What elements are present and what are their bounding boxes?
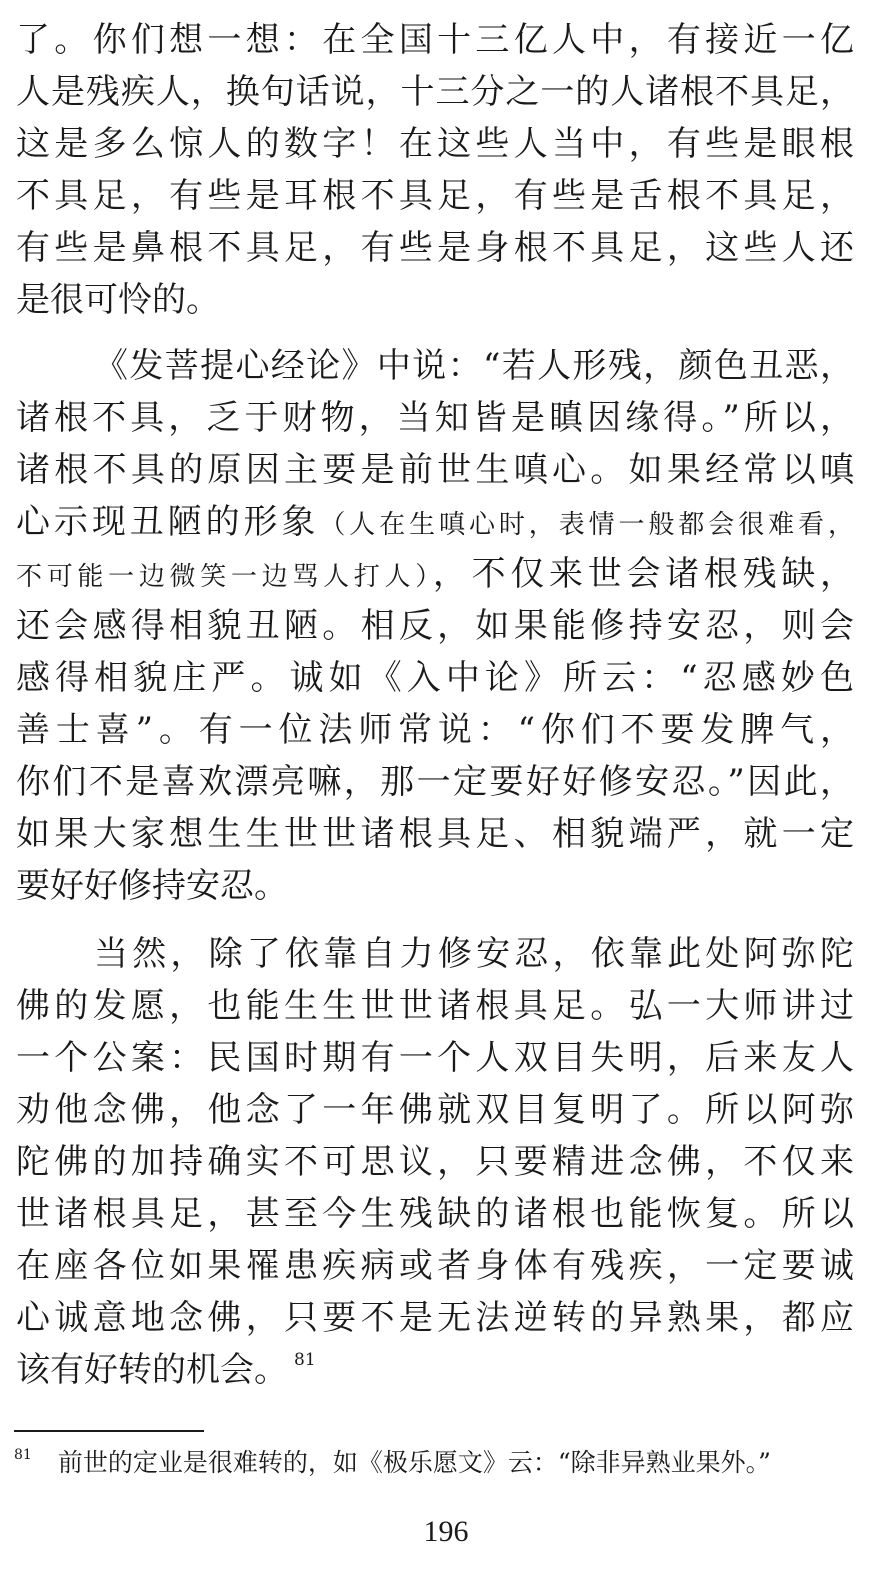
text-segment: 心示现丑陋的形象 [16, 502, 320, 542]
footnote-number: 81 [14, 1447, 32, 1463]
text-line: 《发菩提心经论》中说：“若人形残，颜色丑恶， [94, 346, 854, 386]
text-line: 如果大家想生生世世诸根具足、相貌端严，就一定 [16, 814, 854, 854]
parenthetical-note: 不可能一边微笑一边骂人打人） [16, 562, 433, 592]
paragraph-2 [16, 340, 854, 912]
text-segment: 该有好转的机会。 [16, 1350, 288, 1390]
text-line: 在座各位如果罹患疾病或者身体有残疾，一定要诚 [16, 1246, 854, 1286]
text-line-with-note [16, 548, 854, 600]
text-line: 了。你们想一想：在全国十三亿人中，有接近一亿 [16, 20, 854, 60]
text-line-with-note [16, 496, 854, 548]
paragraph-1 [16, 14, 854, 326]
text-line: 善士喜”。有一位法师常说：“你们不要发脾气， [16, 710, 854, 750]
paragraph-3 [16, 928, 854, 1396]
text-line: 诸根不具，乏于财物，当知皆是瞋因缘得。”所以， [16, 398, 854, 438]
text-segment: ，不仅来世会诸根残缺， [432, 554, 854, 594]
text-line: 还会感得相貌丑陋。相反，如果能修持安忍，则会 [16, 606, 854, 646]
text-line: 这是多么惊人的数字！在这些人当中，有些是眼根 [16, 124, 854, 164]
text-line: 你们不是喜欢漂亮嘛，那一定要好好修安忍。”因此， [16, 762, 854, 802]
footnote [14, 1441, 874, 1485]
text-line: 劝他念佛，他念了一年佛就双目复明了。所以阿弥 [16, 1090, 854, 1130]
text-line: 不具足，有些是耳根不具足，有些是舌根不具足， [16, 176, 854, 216]
text-line: 人是残疾人，换句话说，十三分之一的人诸根不具足， [16, 72, 854, 112]
text-line: 一个公案：民国时期有一个人双目失明，后来友人 [16, 1038, 854, 1078]
parenthetical-note: （人在生嗔心时，表情一般都会很难看， [319, 510, 854, 540]
footnote-reference[interactable]: 81 [294, 1350, 316, 1370]
text-line: 要好好修持安忍。 [16, 866, 288, 906]
text-line: 感得相貌庄严。诚如《入中论》所云：“忍感妙色 [16, 658, 854, 698]
text-line: 当然，除了依靠自力修安忍，依靠此处阿弥陀 [94, 934, 854, 974]
text-line: 陀佛的加持确实不可思议，只要精进念佛，不仅来 [16, 1142, 854, 1182]
text-line: 佛的发愿，也能生生世世诸根具足。弘一大师讲过 [16, 986, 854, 1026]
footnote-divider [14, 1430, 204, 1432]
page-number: 196 [423, 1515, 469, 1548]
text-line: 是很可怜的。 [16, 280, 220, 320]
text-line: 心诚意地念佛，只要不是无法逆转的异熟果，都应 [16, 1298, 854, 1338]
text-line: 有些是鼻根不具足，有些是身根不具足，这些人还 [16, 228, 854, 268]
text-line [16, 1344, 854, 1396]
footnote-text: 前世的定业是很难转的，如《极乐愿文》云：“除非异熟业果外。” [57, 1448, 771, 1477]
text-line: 诸根不具的原因主要是前世生嗔心。如果经常以嗔 [16, 450, 854, 490]
text-line: 世诸根具足，甚至今生残缺的诸根也能恢复。所以 [16, 1194, 854, 1234]
